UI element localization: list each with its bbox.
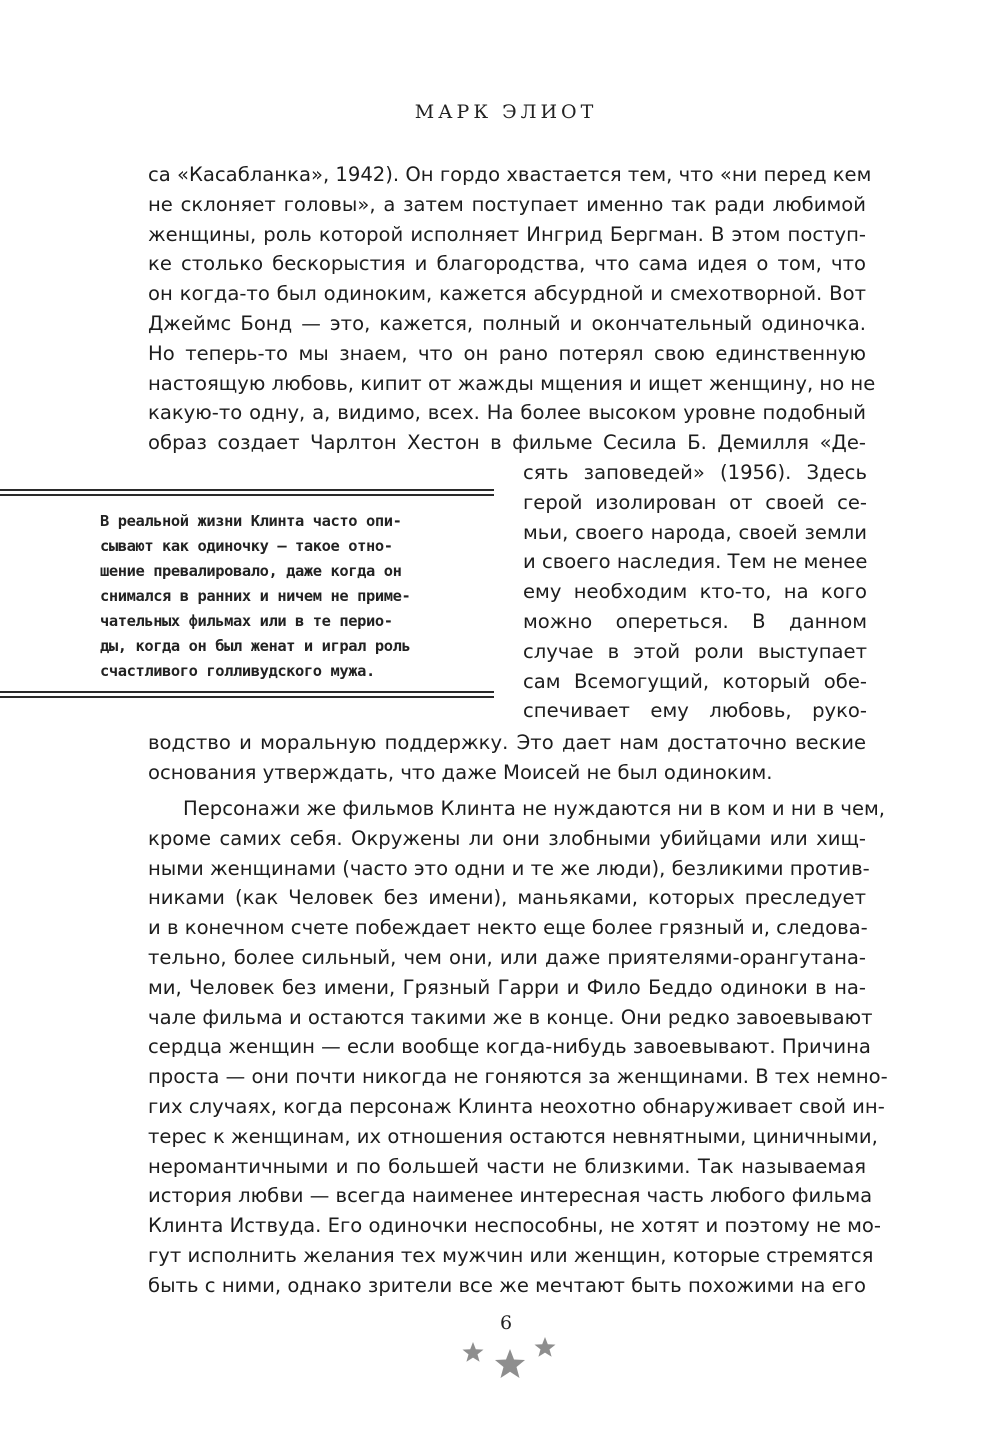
text-line: кроме самих себя. Окружены ли они злобными убийцами или хищ- xyxy=(148,826,866,850)
text-line: ему необходим кто-то, на кого xyxy=(523,580,867,604)
text-line: тельно, более сильный, чем они, или даже приятелями-орангутана- xyxy=(148,946,866,969)
pull-quote-rule-top xyxy=(0,489,494,491)
pull-quote-line: чательных фильмах или в те перио- xyxy=(100,612,393,630)
text-line: основания утверждать, что даже Моисей не был одиноким. xyxy=(148,760,773,784)
text-line: Но теперь-то мы знаем, что он рано потерял свою единственную xyxy=(148,341,866,365)
text-line: он когда-то был одиноким, кажется абсурдной и смехотворной. Вот xyxy=(148,282,866,306)
text-line: гут исполнить желания тех мужчин или женщин, которые стремятся xyxy=(148,1244,874,1267)
text-line: проста — они почти никогда не гоняются за женщинами. В тех немно- xyxy=(148,1065,888,1089)
text-line: чале фильма и остаются такими же в конце. Они редко завоевывают xyxy=(148,1005,873,1029)
text-line: женщины, роль которой исполняет Ингрид Бергман. В этом поступ- xyxy=(148,222,866,246)
text-line: настоящую любовь, кипит от жажды мщения и ищет женщину, но не xyxy=(148,371,876,395)
text-line: неромантичными и по большей части не близкими. Так называемая xyxy=(148,1154,866,1178)
pull-quote-line: шение превалировало, даже когда он xyxy=(100,562,402,580)
text-line: быть с ними, однако зрители все же мечтают быть похожими на его xyxy=(148,1273,866,1297)
text-line: сердца женщин — если вообще когда-нибудь завоевывают. Причина xyxy=(148,1035,871,1059)
text-line: случае в этой роли выступает xyxy=(523,639,867,663)
text-line: и в конечном счете побеждает некто еще более грязный и, следова- xyxy=(148,916,868,940)
pull-quote-rule-bottom xyxy=(0,696,494,698)
text-line: никами (как Человек без имени), маньяками, которых преследует xyxy=(148,886,866,910)
text-line: ке столько бескорыстия и благородства, что сама идея о том, что xyxy=(148,252,866,276)
pull-quote-line: счастливого голливудского мужа. xyxy=(100,662,375,680)
text-line: и своего наследия. Тем не менее xyxy=(523,550,868,574)
text-line: история любви — всегда наименее интересная часть любого фильма xyxy=(148,1184,873,1208)
pull-quote-line: снимался в ранних и ничем не приме- xyxy=(100,587,411,605)
text-line: сять заповедей» (1956). Здесь xyxy=(523,461,867,484)
text-line: какую-то одну, а, видимо, всех. На более высоком уровне подобный xyxy=(148,401,866,425)
text-line: Клинта Иствуда. Его одиночки неспособны, не хотят и поэтому не мо- xyxy=(148,1214,881,1238)
pull-quote xyxy=(100,509,506,684)
text-line: ми, Человек без имени, Грязный Гарри и Фило Беддо одиноки в на- xyxy=(148,975,866,999)
text-line: мьи, своего народа, своей земли xyxy=(523,520,867,544)
pull-quote-rule-top-inner xyxy=(0,494,494,496)
text-line: образ создает Чарлтон Хестон в фильме Сесила Б. Демилля «Де- xyxy=(148,431,866,455)
text-line: терес к женщинам, их отношения остаются невнятными, циничными, xyxy=(148,1124,878,1148)
pull-quote-line: В реальной жизни Клинта часто опи- xyxy=(100,512,402,530)
text-line: са «Касабланка», 1942). Он гордо хвастается тем, что «ни перед кем xyxy=(148,163,872,186)
running-head: МАРК ЭЛИОТ xyxy=(414,101,598,123)
star-icon xyxy=(535,1337,556,1357)
three-stars-icon xyxy=(455,1336,565,1384)
pull-quote-line: ды, когда он был женат и играл роль xyxy=(100,637,411,655)
pull-quote-line: сывают как одиночку — такое отно- xyxy=(100,537,393,555)
text-line: ными женщинами (часто это одни и те же люди), безликими против- xyxy=(148,856,870,880)
text-line: не склоняет головы», а затем поступает именно так ради любимой xyxy=(148,192,866,216)
text-line: спечивает ему любовь, руко- xyxy=(523,699,867,723)
star-icon xyxy=(495,1349,525,1378)
text-line: Джеймс Бонд — это, кажется, полный и окончательный одиночка. xyxy=(148,312,866,335)
pull-quote-rule-bottom-inner xyxy=(0,691,494,693)
text-line: Персонажи же фильмов Клинта не нуждаются ни в ком и ни в чем, xyxy=(183,797,886,820)
text-line: водство и моральную поддержку. Это дает нам достаточно веские xyxy=(148,731,866,754)
star-icon xyxy=(463,1342,484,1362)
page-number: 6 xyxy=(499,1312,513,1334)
text-line: можно опереться. В данном xyxy=(523,610,867,633)
text-line: гих случаях, когда персонаж Клинта неохотно обнаруживает свой ин- xyxy=(148,1095,885,1118)
text-line: сам Всемогущий, который обе- xyxy=(523,669,867,693)
text-line: герой изолирован от своей се- xyxy=(523,490,867,514)
